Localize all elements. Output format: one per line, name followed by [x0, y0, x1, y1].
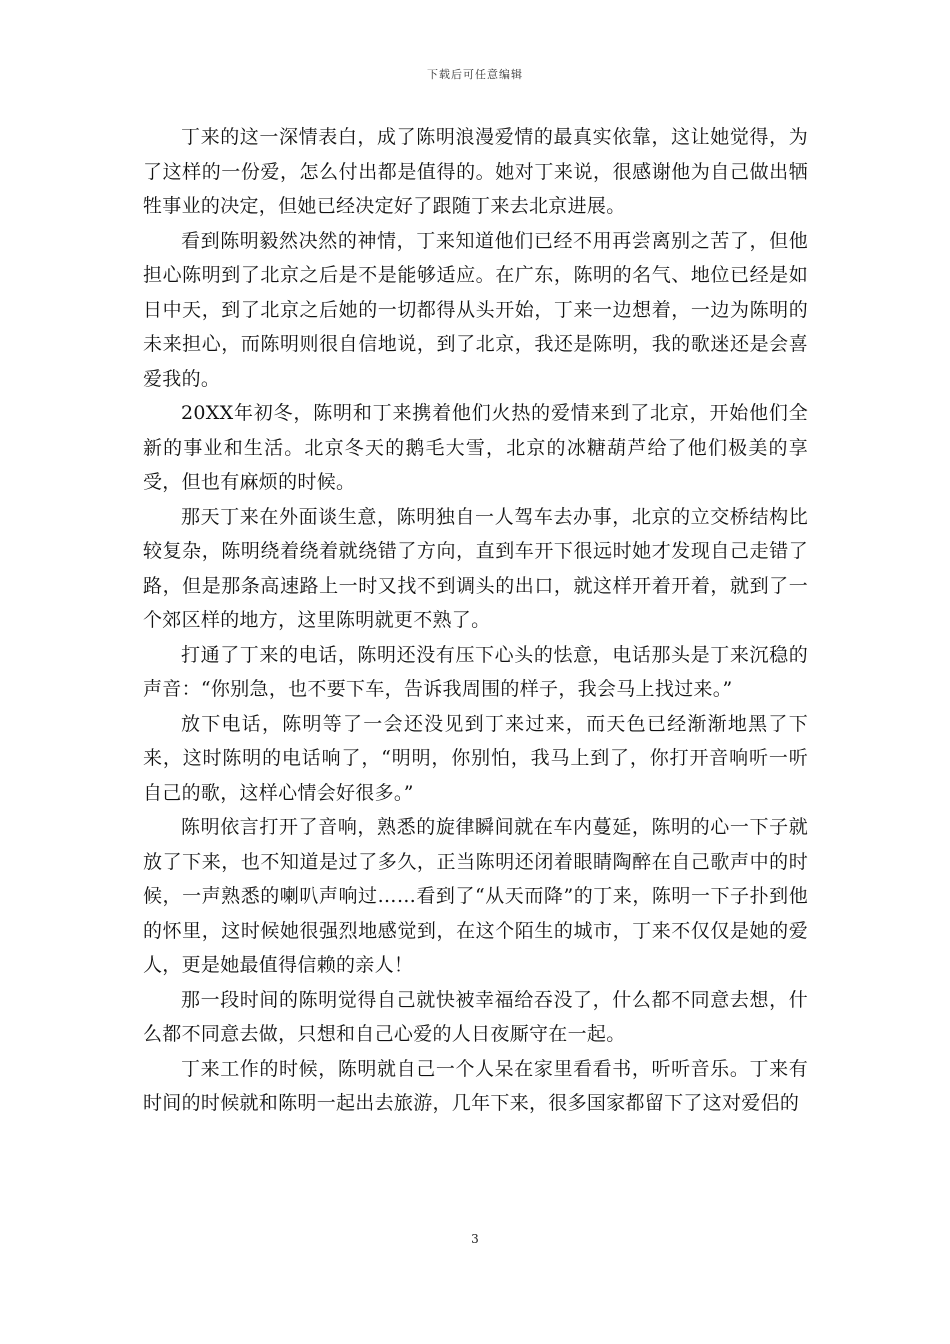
paragraph: 那天丁来在外面谈生意，陈明独自一人驾车去办事，北京的立交桥结构比较复杂，陈明绕着绕着就绕错了方向，直到车开下很远时她才发现自己走错了路，但是那条高速路上一时又找不到调头的出口，就这样开着开着，就到了一个郊区样的地方，这里陈明就更不熟了。: [143, 505, 808, 631]
page-number: 3: [471, 1232, 479, 1246]
paragraph: 丁来工作的时候，陈明就自己一个人呆在家里看看书，听听音乐。丁来有时间的时候就和陈明一起出去旅游，几年下来，很多国家都留下了这对爱侣的: [143, 1057, 808, 1114]
paragraph: 那一段时间的陈明觉得自己就快被幸福给吞没了，什么都不同意去想，什么都不同意去做，只想和自己心爱的人日夜厮守在一起。: [143, 988, 808, 1045]
page-header: 下载后可任意编辑: [427, 68, 523, 81]
paragraph: 打通了丁来的电话，陈明还没有压下心头的怯意，电话那头是丁来沉稳的声音：“你别急，也不要下车，告诉我周围的样子，我会马上找过来。”: [143, 643, 808, 700]
paragraph: 丁来的这一深情表白，成了陈明浪漫爱情的最真实依靠，这让她觉得，为了这样的一份爱，怎么付出都是值得的。她对丁来说，很感谢他为自己做出牺牲事业的决定，但她已经决定好了跟随丁来去北京进展。: [143, 126, 808, 217]
document-body: [143, 120, 808, 1121]
paragraph: 陈明依言打开了音响，熟悉的旋律瞬间就在车内蔓延，陈明的心一下子就放了下来，也不知道是过了多久，正当陈明还闭着眼睛陶醉在自己歌声中的时候，一声熟悉的喇叭声响过……看到了“从天而降”的丁来，陈明一下子扑到他的怀里，这时候她很强烈地感觉到，在这个陌生的城市，丁来不仅仅是她的爱人，更是她最值得信赖的亲人！: [143, 816, 808, 976]
paragraph: 放下电话，陈明等了一会还没见到丁来过来，而天色已经渐渐地黑了下来，这时陈明的电话响了，“明明，你别怕，我马上到了，你打开音响听一听自己的歌，这样心情会好很多。”: [143, 712, 808, 804]
paragraph: 看到陈明毅然决然的神情，丁来知道他们已经不用再尝离别之苦了，但他担心陈明到了北京之后是不是能够适应。在广东，陈明的名气、地位已经是如日中天，到了北京之后她的一切都得从头开始，丁来一边想着，一边为陈明的未来担心，而陈明则很自信地说，到了北京，我还是陈明，我的歌迷还是会喜爱我的。: [143, 229, 808, 390]
paragraph: 20XX年初冬，陈明和丁来携着他们火热的爱情来到了北京，开始他们全新的事业和生活。北京冬天的鹅毛大雪，北京的冰糖葫芦给了他们极美的享受，但也有麻烦的时候。: [143, 402, 808, 493]
